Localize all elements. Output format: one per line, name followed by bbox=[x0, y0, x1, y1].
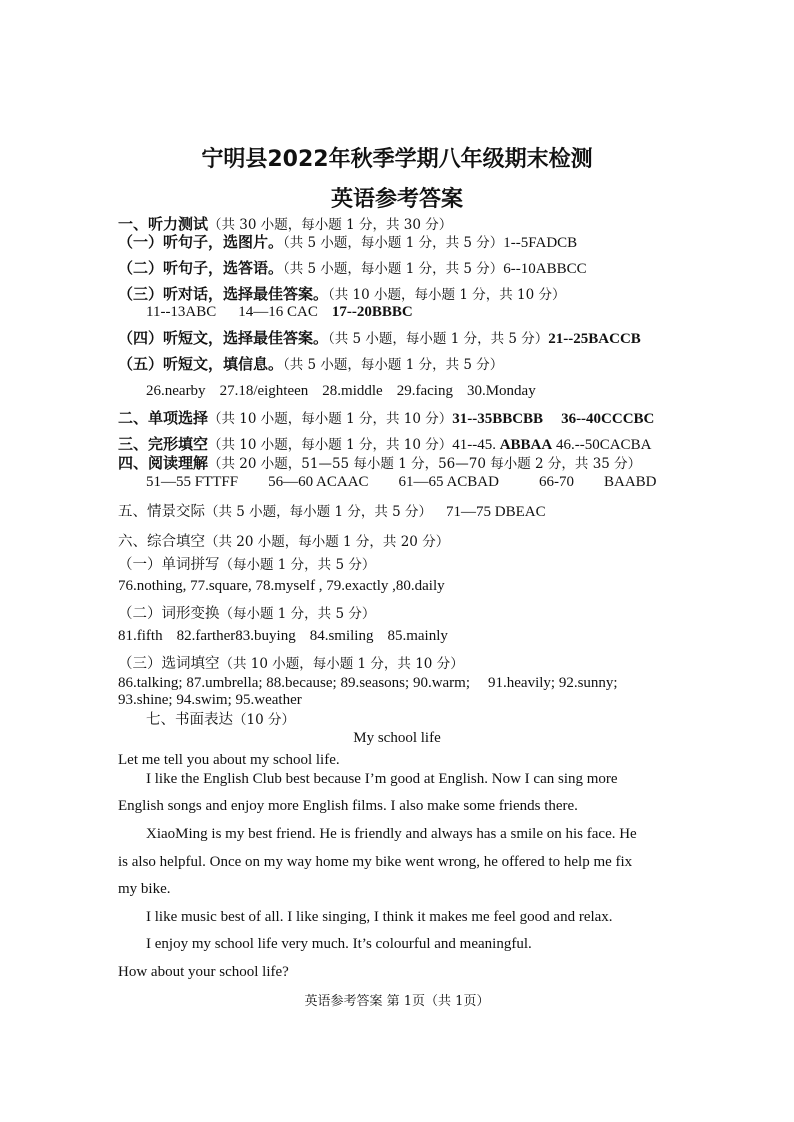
answer: ABBAA bbox=[499, 437, 553, 453]
part-note: （共 10 小题，每小题 1 分，共 10 分） bbox=[219, 656, 464, 672]
comprehensive-part-2-answers bbox=[118, 626, 448, 646]
section-note: （共 5 小题，每小题 1 分，共 5 分） bbox=[205, 504, 433, 520]
listening-part-2 bbox=[118, 258, 587, 279]
section-situational bbox=[118, 502, 546, 522]
part-heading: （三）选词填空 bbox=[118, 656, 220, 672]
comprehensive-part-1-answers: 76.nothing, 77.square, 78.myself , 79.exactly ,80.daily bbox=[118, 578, 445, 594]
essay-line: How about your school life? bbox=[118, 964, 289, 980]
essay-title: My school life bbox=[353, 730, 441, 746]
answer: 11--13ABC bbox=[146, 304, 217, 320]
answer: 71—75 DBEAC bbox=[446, 504, 546, 520]
answer: 14—16 CAC bbox=[238, 304, 318, 320]
section-reading bbox=[118, 453, 641, 474]
answer: 82.farther bbox=[176, 628, 236, 644]
answer: 56—60 ACAAC bbox=[268, 474, 369, 490]
answer: BAABD bbox=[603, 474, 657, 490]
comprehensive-part-2 bbox=[118, 604, 375, 624]
answer: 83.buying bbox=[235, 628, 296, 644]
section-note: （共 10 小题，每小题 1 分，共 10 分） bbox=[208, 411, 453, 427]
part-note: （每小题 1 分，共 5 分） bbox=[219, 606, 376, 622]
answer: 66-70 bbox=[538, 474, 574, 490]
part-heading: （五）听短文，填信息。 bbox=[118, 355, 284, 373]
part-heading: （四）听短文，选择最佳答案。 bbox=[118, 329, 329, 347]
section-writing bbox=[146, 710, 295, 730]
answer: 81.fifth bbox=[118, 628, 163, 644]
answer: 17--20BBBC bbox=[331, 304, 413, 320]
essay-line: is also helpful. Once on my way home my bike went wrong, he offered to help me fix bbox=[118, 854, 633, 870]
answer: 41--45. bbox=[452, 437, 496, 453]
part-heading: （一）听句子，选图片。 bbox=[118, 233, 284, 251]
essay-line: Let me tell you about my school life. bbox=[118, 752, 340, 768]
listening-part-1 bbox=[118, 232, 577, 253]
section-heading: 四、阅读理解 bbox=[118, 454, 209, 472]
page-subtitle: 英语参考答案 bbox=[330, 187, 463, 212]
answer: 28.middle bbox=[322, 383, 383, 399]
essay-line: XiaoMing is my best friend. He is friendly and always has a smile on his face. He bbox=[146, 826, 637, 842]
answer: 46.--50CACBA bbox=[555, 437, 652, 453]
answer: 27.18/eighteen bbox=[219, 383, 309, 399]
part-heading: （三）听对话，选择最佳答案。 bbox=[118, 285, 329, 303]
listening-part-4 bbox=[118, 328, 641, 349]
answer: 86.talking; 87.umbrella; 88.because; 89.seasons; 90.warm; bbox=[118, 675, 471, 691]
answer: 85.mainly bbox=[387, 628, 448, 644]
part-heading: （一）单词拼写 bbox=[118, 557, 220, 573]
part-heading: （二）听句子，选答语。 bbox=[118, 259, 284, 277]
part-note: （共 5 小题，每小题 1 分，共 5 分） bbox=[283, 261, 504, 277]
listening-part-5 bbox=[118, 354, 503, 375]
essay-line: English songs and enjoy more English films. I also make some friends there. bbox=[118, 798, 578, 814]
section-comprehensive bbox=[118, 532, 449, 552]
answer: 26.nearby bbox=[146, 383, 206, 399]
answer: 29.facing bbox=[396, 383, 453, 399]
part-heading: （二）词形变换 bbox=[118, 606, 220, 622]
section-cloze bbox=[118, 434, 651, 455]
part-note: （每小题 1 分，共 5 分） bbox=[219, 557, 376, 573]
part-answer: 21--25BACCB bbox=[548, 331, 641, 347]
section-heading: 五、情景交际 bbox=[118, 504, 205, 520]
section-note: （共 20 小题，51—55 每小题 1 分，56—70 每小题 2 分，共 35 分） bbox=[208, 456, 642, 472]
comprehensive-part-3-answers-2: 93.shine; 94.swim; 95.weather bbox=[118, 692, 302, 708]
part-note: （共 5 小题，每小题 1 分，共 5 分） bbox=[283, 357, 504, 373]
section-note: （10 分） bbox=[233, 712, 295, 728]
listening-part-5-answers bbox=[146, 381, 536, 401]
page-footer: 英语参考答案 第 1页（共 1页） bbox=[304, 994, 490, 1009]
answer: 30.Monday bbox=[466, 383, 536, 399]
section-heading: 三、完形填空 bbox=[118, 435, 209, 453]
part-answer: 6--10ABBCC bbox=[503, 261, 587, 277]
answer: 36--40CCCBC bbox=[561, 411, 655, 427]
section-note: （共 10 小题，每小题 1 分，共 10 分） bbox=[208, 437, 453, 453]
section-note: （共 30 小题，每小题 1 分，共 30 分） bbox=[208, 217, 453, 233]
section-single-choice bbox=[118, 408, 654, 429]
essay-line: my bike. bbox=[118, 881, 171, 897]
part-note: （共 5 小题，每小题 1 分，共 5 分） bbox=[283, 235, 504, 251]
reading-answers bbox=[146, 472, 657, 492]
section-heading: 一、听力测试 bbox=[118, 215, 209, 233]
essay-line: I like music best of all. I like singing, I think it makes me feel good and relax. bbox=[146, 909, 613, 925]
answer: 31--35BBCBB bbox=[452, 411, 544, 427]
part-note: （共 5 小题，每小题 1 分，共 5 分） bbox=[328, 331, 549, 347]
section-heading: 六、综合填空 bbox=[118, 534, 205, 550]
section-heading: 二、单项选择 bbox=[118, 409, 209, 427]
part-answer: 1--5FADCB bbox=[503, 235, 578, 251]
answer: 51—55 FTTFF bbox=[146, 474, 239, 490]
comprehensive-part-3 bbox=[118, 654, 464, 674]
answer: 61—65 ACBAD bbox=[398, 474, 499, 490]
page-title: 宁明县2022年秋季学期八年级期末检测 bbox=[201, 147, 593, 172]
section-heading: 七、书面表达 bbox=[146, 712, 233, 728]
essay-line: I like the English Club best because I’m good at English. Now I can sing more bbox=[146, 771, 618, 787]
section-note: （共 20 小题，每小题 1 分，共 20 分） bbox=[205, 534, 450, 550]
part-note: （共 10 小题，每小题 1 分，共 10 分） bbox=[328, 287, 566, 303]
essay-line: I enjoy my school life very much. It’s colourful and meaningful. bbox=[146, 936, 532, 952]
answer: 91.heavily; 92.sunny; bbox=[488, 675, 618, 691]
listening-part-3-answers bbox=[146, 302, 413, 322]
answer: 84.smiling bbox=[309, 628, 374, 644]
comprehensive-part-1 bbox=[118, 555, 375, 575]
